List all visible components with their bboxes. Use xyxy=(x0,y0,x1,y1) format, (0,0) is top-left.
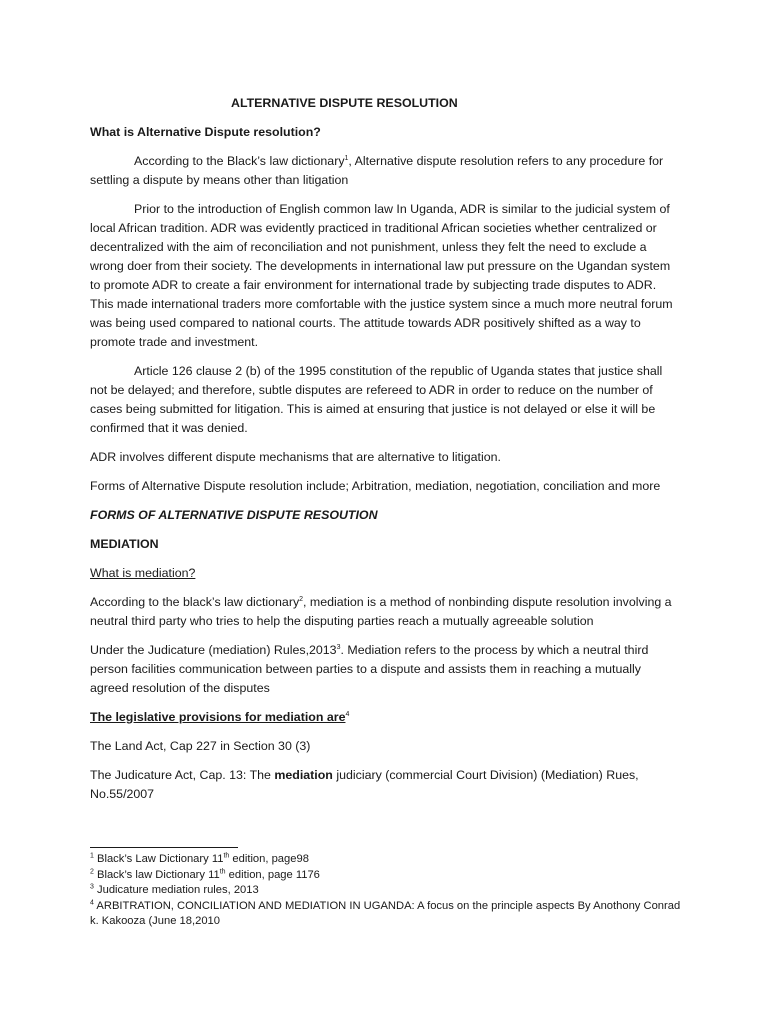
paragraph-history: Prior to the introduction of English common law In Uganda, ADR is similar to the judicial system of local African tradition. ADR was evidently practiced in traditional African societies whether centralized or decentralized with the aim of reconciliation and not punishment, unless they felt the need to exclude a wrong doer from their society. The developments in international law put pressure on the Ugandan system to promote ADR to create a fair environment for international trade by subjecting trade disputes to ADR. This made international traders more comfortable with the justice system since a much more neutral forum was being used compared to national courts. The attitude towards ADR positively shifted as a way to promote trade and investment. xyxy=(90,202,673,349)
footnote-3 xyxy=(90,883,685,899)
footnote-separator xyxy=(90,847,238,848)
forms-heading: FORMS OF ALTERNATIVE DISPUTE RESOUTION xyxy=(90,508,378,522)
text-bold: mediation xyxy=(274,768,333,782)
footnote-text: edition, page98 xyxy=(229,853,309,865)
footnote-ref: 3 xyxy=(336,643,341,651)
paragraph-land-act: The Land Act, Cap 227 in Section 30 (3) xyxy=(90,739,311,753)
footnote-ref: 2 xyxy=(299,595,304,603)
footnote-number: 1 xyxy=(90,852,94,860)
text: Under the Judicature (mediation) Rules,2013 xyxy=(90,643,337,657)
text: According to the black’s law dictionary xyxy=(90,595,300,609)
what-is-mediation-heading: What is mediation? xyxy=(90,566,196,580)
text: , mediation is a method of nonbinding dispute resolution involving a neutral third party who tries to help the disputing parties reach a mutually agreeable solution xyxy=(90,595,672,628)
document-body xyxy=(90,94,680,814)
footnote-number: 2 xyxy=(90,867,94,875)
footnote-number: 4 xyxy=(90,898,94,906)
text: , Alternative dispute resolution refers to any procedure for settling a dispute by means other than litigation xyxy=(90,154,664,187)
footnote-text: Black’s law Dictionary 11 xyxy=(93,868,220,881)
mediation-heading: MEDIATION xyxy=(90,537,159,551)
footnote-2 xyxy=(90,868,685,884)
footnote-number: 3 xyxy=(90,883,94,891)
paragraph-judicature-rules xyxy=(90,641,680,698)
legislative-heading xyxy=(90,708,680,727)
footnotes xyxy=(90,852,685,930)
footnote-text: edition, page 1176 xyxy=(225,868,320,881)
footnote-4 xyxy=(90,899,685,930)
paragraph-constitution: Article 126 clause 2 (b) of the 1995 constitution of the republic of Uganda states that justice shall not be delayed; and therefore, subtle disputes are refereed to ADR in order to reduce on the number of cases being submitted for litigation. This is aimed at ensuring that justice is not delayed or else it will be confirmed that it was denied. xyxy=(90,364,663,435)
footnote-sup: th xyxy=(219,867,226,875)
footnote-sup: th xyxy=(223,852,230,860)
question-heading: What is Alternative Dispute resolution? xyxy=(90,125,321,139)
footnote-ref: 4 xyxy=(345,710,350,718)
paragraph-judicature-act xyxy=(90,766,680,804)
footnote-1 xyxy=(90,852,685,868)
footnote-text: Judicature mediation rules, 2013 xyxy=(93,884,259,896)
text: judiciary (commercial Court Division) (Mediation) Rues, No.55/2007 xyxy=(90,768,639,801)
text: . Mediation refers to the process by which a neutral third person facilities communication between parties to a dispute and assists them in reaching a mutually agreed resolution of the disputes xyxy=(90,643,649,695)
footnote-ref: 1 xyxy=(344,154,349,162)
footnote-text: ARBITRATION, CONCILIATION AND MEDIATION IN UGANDA: A focus on the principle aspects By Anothony Conrad k. Kakooza (June 18,2010 xyxy=(90,899,681,927)
text: According to the Black’s law dictionary xyxy=(134,154,345,168)
paragraph-mediation-definition xyxy=(90,593,680,631)
text: The Judicature Act, Cap. 13: The xyxy=(90,768,275,782)
document-title: ALTERNATIVE DISPUTE RESOLUTION xyxy=(231,96,458,110)
paragraph-definition xyxy=(90,152,680,190)
paragraph-forms: Forms of Alternative Dispute resolution include; Arbitration, mediation, negotiation, conciliation and more xyxy=(90,479,661,493)
paragraph-mechanisms: ADR involves different dispute mechanisms that are alternative to litigation. xyxy=(90,450,501,464)
text: The legislative provisions for mediation are xyxy=(90,710,346,724)
footnote-text: Black’s Law Dictionary 11 xyxy=(93,853,224,865)
